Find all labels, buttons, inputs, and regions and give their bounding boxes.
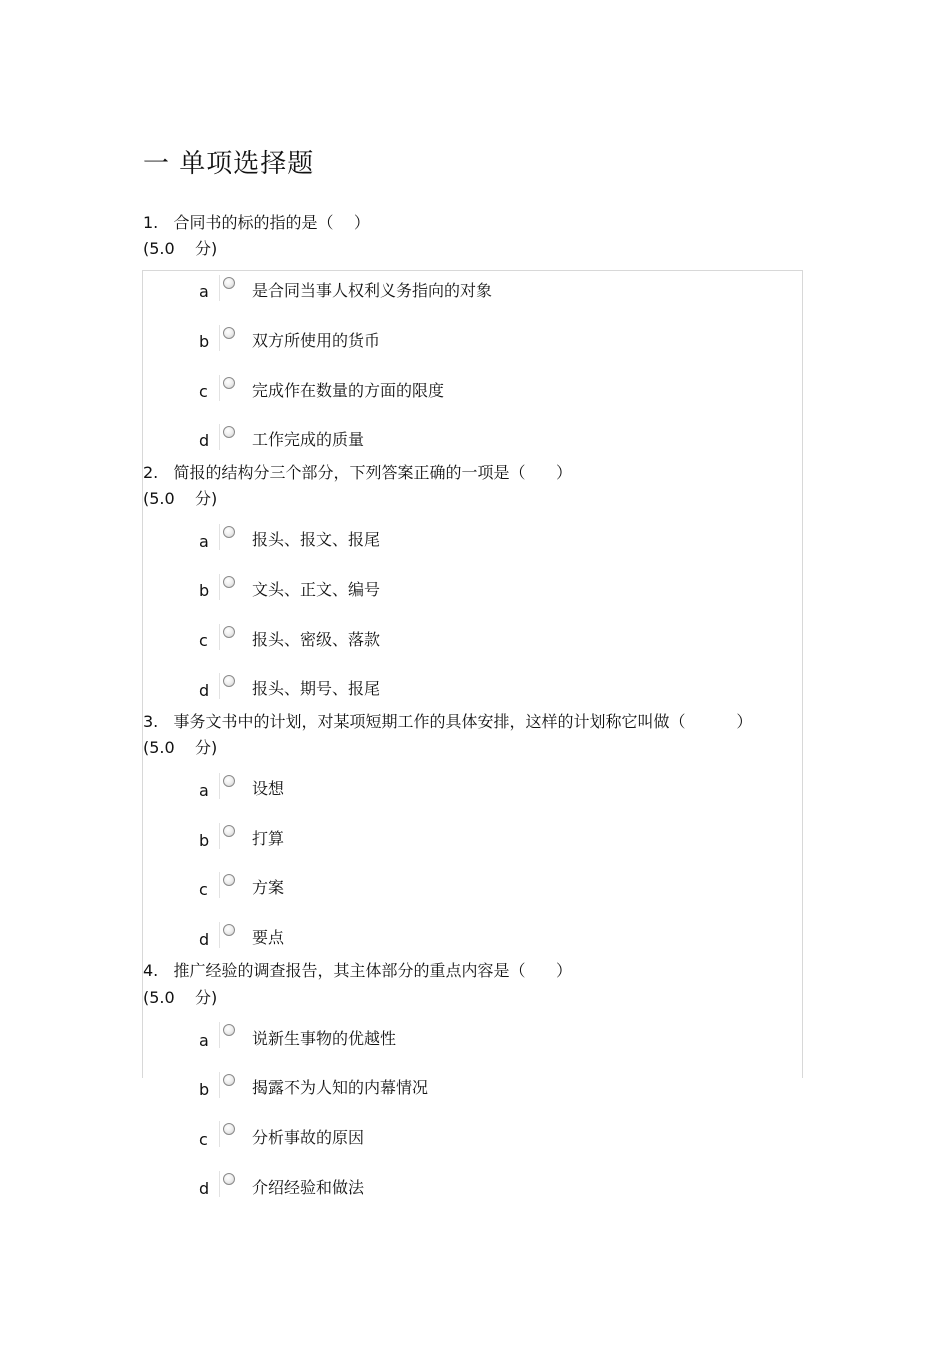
question-3-option-b-text: 打算 — [252, 829, 285, 848]
radio-icon — [223, 1123, 235, 1135]
question-2-option-c-letter: c — [199, 631, 208, 650]
question-1-option-c-text: 完成作在数量的方面的限度 — [252, 381, 445, 400]
question-1-option-a-radio[interactable] — [219, 275, 251, 301]
question-1-option-b-letter: b — [199, 332, 210, 351]
question-2-option-c-radio[interactable] — [219, 624, 251, 650]
radio-icon — [223, 874, 235, 886]
radio-icon — [223, 675, 235, 687]
question-3-option-c-letter: c — [199, 880, 208, 899]
radio-icon — [223, 775, 235, 787]
question-1-option-d-letter: d — [199, 431, 210, 450]
question-1-score: (5.0 分) — [143, 239, 218, 258]
question-1-option-b-text: 双方所使用的货币 — [252, 331, 381, 350]
radio-icon — [223, 1024, 235, 1036]
question-2-option-a-radio[interactable] — [219, 524, 251, 550]
question-4-text: 4. 推广经验的调查报告，其主体部分的重点内容是（ ） — [143, 961, 573, 980]
radio-icon — [223, 825, 235, 837]
question-3-option-b-radio[interactable] — [219, 823, 251, 849]
question-1-option-a-letter: a — [199, 282, 209, 301]
radio-icon — [223, 426, 235, 438]
question-2-option-c-text: 报头、密级、落款 — [252, 630, 381, 649]
radio-icon — [223, 377, 235, 389]
question-3-option-a-text: 设想 — [252, 779, 285, 798]
question-2-option-d-letter: d — [199, 681, 210, 700]
radio-icon — [223, 626, 235, 638]
question-3-option-b-letter: b — [199, 831, 210, 850]
question-1-option-a-text: 是合同当事人权利义务指向的对象 — [252, 281, 493, 300]
question-1-text: 1. 合同书的标的指的是（ ） — [143, 213, 370, 232]
question-3-option-d-radio[interactable] — [219, 922, 251, 948]
question-2-text: 2. 简报的结构分三个部分，下列答案正确的一项是（ ） — [143, 463, 573, 482]
question-2-option-b-letter: b — [199, 581, 210, 600]
question-3-option-d-text: 要点 — [252, 928, 285, 947]
question-3-option-d-letter: d — [199, 930, 210, 949]
question-3-score: (5.0 分) — [143, 738, 218, 757]
question-4-option-a-radio[interactable] — [219, 1022, 251, 1048]
question-4-option-c-letter: c — [199, 1130, 208, 1149]
question-2-option-b-radio[interactable] — [219, 574, 251, 600]
question-4-option-b-text: 揭露不为人知的内幕情况 — [252, 1078, 429, 1097]
question-4-score: (5.0 分) — [143, 988, 218, 1007]
radio-icon — [223, 526, 235, 538]
question-2-option-d-radio[interactable] — [219, 673, 251, 699]
question-4-option-b-letter: b — [199, 1080, 210, 1099]
question-4-option-a-letter: a — [199, 1031, 209, 1050]
question-3-option-c-radio[interactable] — [219, 872, 251, 898]
question-1-option-d-text: 工作完成的质量 — [252, 430, 365, 449]
question-2-score: (5.0 分) — [143, 489, 218, 508]
question-2-option-b-text: 文头、正文、编号 — [252, 580, 381, 599]
question-2-option-d-text: 报头、期号、报尾 — [252, 679, 381, 698]
radio-icon — [223, 1173, 235, 1185]
question-4-option-c-radio[interactable] — [219, 1121, 251, 1147]
question-2-option-a-letter: a — [199, 532, 209, 551]
question-3-option-a-letter: a — [199, 781, 209, 800]
question-1-option-c-letter: c — [199, 382, 208, 401]
question-1-option-c-radio[interactable] — [219, 375, 251, 401]
question-4-option-d-letter: d — [199, 1179, 210, 1198]
question-4-option-d-text: 介绍经验和做法 — [252, 1178, 365, 1197]
question-4-option-d-radio[interactable] — [219, 1171, 251, 1197]
radio-icon — [223, 277, 235, 289]
question-4-option-a-text: 说新生事物的优越性 — [252, 1029, 397, 1048]
question-4-option-c-text: 分析事故的原因 — [252, 1128, 365, 1147]
radio-icon — [223, 576, 235, 588]
question-1-option-d-radio[interactable] — [219, 424, 251, 450]
radio-icon — [223, 1074, 235, 1086]
question-3-option-c-text: 方案 — [252, 878, 285, 897]
question-2-option-a-text: 报头、报文、报尾 — [252, 530, 381, 549]
question-3-text: 3. 事务文书中的计划，对某项短期工作的具体安排，这样的计划称它叫做（ ） — [143, 712, 753, 731]
question-1-option-b-radio[interactable] — [219, 325, 251, 351]
section-title: 一 单项选择题 — [143, 149, 315, 179]
question-4-option-b-radio[interactable] — [219, 1072, 251, 1098]
question-3-option-a-radio[interactable] — [219, 773, 251, 799]
radio-icon — [223, 327, 235, 339]
radio-icon — [223, 924, 235, 936]
